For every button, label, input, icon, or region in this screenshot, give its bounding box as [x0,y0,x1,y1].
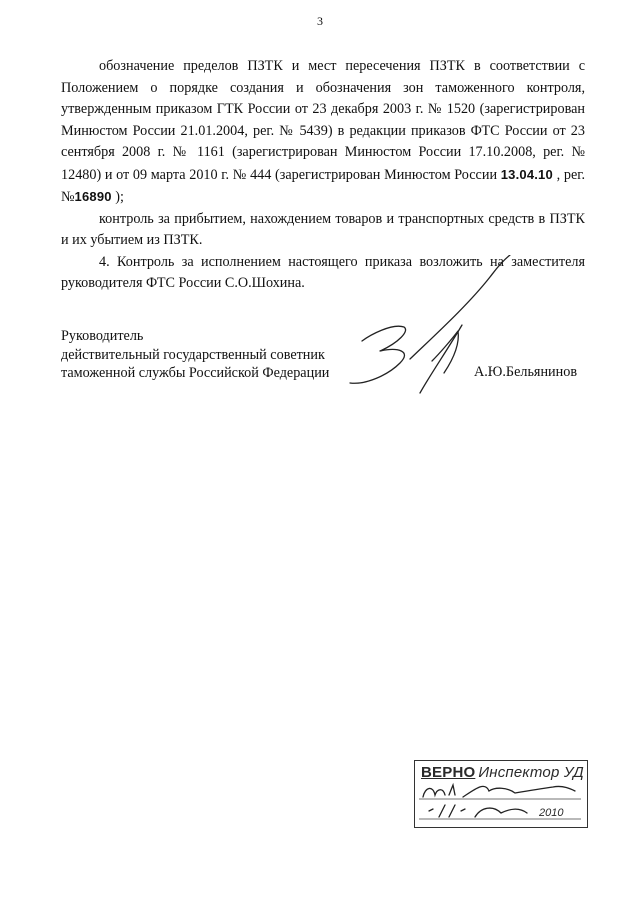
handwritten-signature [340,255,540,405]
paragraph-control-arrival: контроль за прибытием, нахождением товаров и транспортных средств в ПЗТК и их убытием из ПЗТК. [61,210,585,248]
signatory-rank-cont: таможенной службы Российской Федерации [61,365,330,381]
signatory-title: Руководитель [61,328,144,344]
handwritten-registration-date: 13.04.10 [500,166,553,182]
paragraph-control-execution: 4. Контроль за исполнением настоящего приказа возложить на заместителя руководителя ФТС России С.О.Шохина. [61,253,585,291]
handwritten-registration-number: 16890 [74,189,112,204]
paragraph-boundaries-text: обозначение пределов ПЗТК и мест пересечения ПЗТК в соответствии с Положением о порядке создания и обозначения зон таможенного контроля, утвержденным приказом ГТК России от 23 декабря 2003 г. № 1520 (зарегистрирован Минюстом России 21.01.2004, рег. № 5439) в редакции приказов ФТС России от 23 сентября 2008 г. № 1161 (зарегистрирован Минюстом России 17.10.2008, рег. № 12480) и от 09 марта 2010 г. № 444 (зарегистрирован Минюстом России [61,58,585,183]
stamp-year: 2010 [539,807,564,819]
page-number: 3 [317,14,323,28]
stamp-label: ВЕРНО [421,764,476,781]
paragraph-boundaries-end: ); [115,189,124,205]
certification-stamp [414,760,588,828]
signature-block [61,327,329,383]
stamp-role: Инспектор УД [478,764,584,781]
paragraph-boundaries-reg: , рег. № [61,166,586,205]
signatory-rank: действительный государственный советник [61,346,325,363]
signatory-name: А.Ю.Бельянинов [474,364,578,380]
paragraph-boundaries [61,56,585,209]
